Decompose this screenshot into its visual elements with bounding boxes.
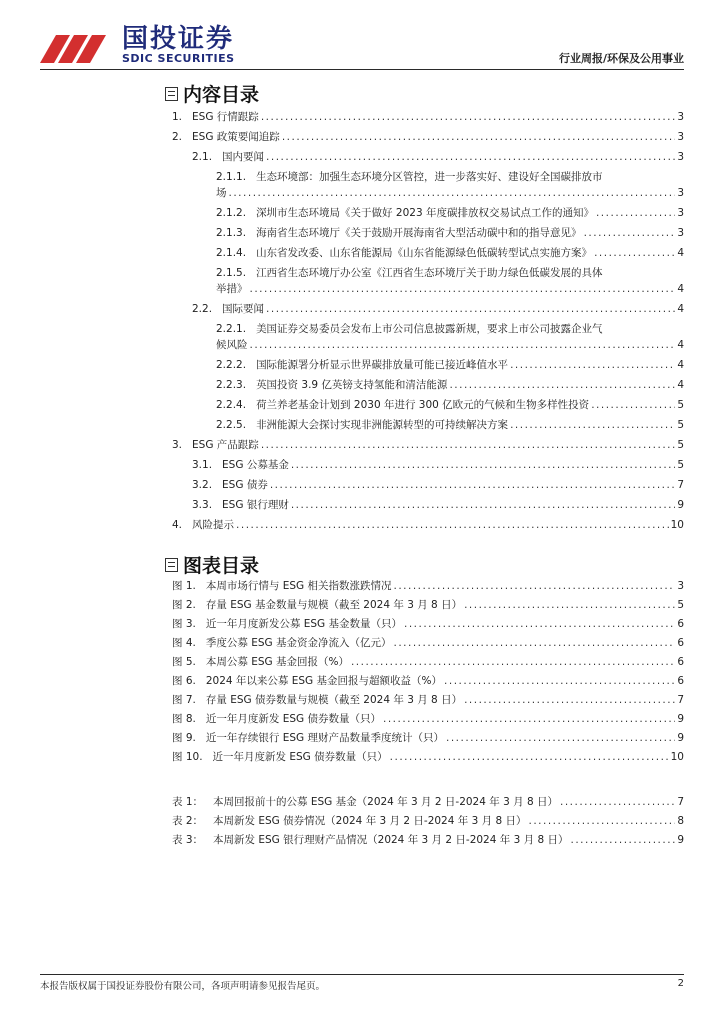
list-icon — [165, 558, 178, 572]
figure-list — [172, 574, 684, 764]
page-number: 2 — [677, 978, 684, 989]
toc-heading — [165, 80, 259, 107]
logo-chinese-name: 国投证券 — [122, 23, 235, 54]
toc-entry[interactable]: 2.1.3. 海南省生态环境厅《关于鼓励开展海南省大型活动碳中和的指导意见》 ..... 3 — [172, 220, 684, 240]
figure-entry[interactable]: 图 7. 存量 ESG 债券数量与规模（截至 2024 年 3 月 8 日） ..... 7 — [172, 688, 684, 707]
toc-entry[interactable]: 2.1.2. 深圳市生态环境局《关于做好 2023 年度碳排放权交易试点工作的通知》 ..... 3 — [172, 200, 684, 220]
figure-entry[interactable]: 图 8. 近一年月度新发 ESG 债券数量（只） ..... 9 — [172, 707, 684, 726]
footer-divider — [40, 974, 684, 975]
figure-entry[interactable]: 图 2. 存量 ESG 基金数量与规模（截至 2024 年 3 月 8 日） ..... 5 — [172, 593, 684, 612]
toc-entry[interactable]: 3.1. ESG 公募基金 ..... 5 — [172, 452, 684, 472]
toc-entry[interactable]: 2.1.1. 生态环境部：加强生态环境分区管控，进一步落实好、建设好全国碳排放市 — [216, 171, 603, 183]
toc-entry[interactable]: 2.2.4. 荷兰养老基金计划到 2030 年进行 300 亿欧元的气候和生物多样性投资 ..... 5 — [172, 392, 684, 412]
toc-entry[interactable]: 2.2.3. 英国投资 3.9 亿英镑支持氢能和清洁能源 ..... 4 — [172, 372, 684, 392]
toc-entry-continuation[interactable]: 场 ..... 3 — [172, 184, 684, 200]
toc-entry[interactable]: 3.2. ESG 债券 ..... 7 — [172, 472, 684, 492]
toc-title: 内容目录 — [183, 84, 260, 106]
table-list — [172, 790, 684, 847]
figure-entry[interactable]: 图 10. 近一年月度新发 ESG 债券数量（只） ..... 10 — [172, 745, 684, 764]
toc-entry[interactable]: 1. ESG 行情跟踪 ..... 3 — [172, 104, 684, 124]
toc-entry[interactable]: 2.1.4. 山东省发改委、山东省能源局《山东省能源绿色低碳转型试点实施方案》 ..... 4 — [172, 240, 684, 260]
header-divider — [40, 69, 684, 70]
company-logo — [40, 24, 235, 66]
toc-entry[interactable]: 3.3. ESG 银行理财 ..... 9 — [172, 492, 684, 512]
report-category: 行业周报/环保及公用事业 — [558, 52, 684, 65]
figure-entry[interactable]: 图 5. 本周公募 ESG 基金回报（%） ..... 6 — [172, 650, 684, 669]
figure-entry[interactable]: 图 9. 近一年存续银行 ESG 理财产品数量季度统计（只） ..... 9 — [172, 726, 684, 745]
figures-title: 图表目录 — [183, 555, 260, 577]
toc-entry[interactable]: 2.2.2. 国际能源署分析显示世界碳排放量可能已接近峰值水平 ..... 4 — [172, 352, 684, 372]
figure-entry[interactable]: 图 1. 本周市场行情与 ESG 相关指数涨跌情况 ..... 3 — [172, 574, 684, 593]
toc-entry[interactable]: 4. 风险提示 ..... 10 — [172, 512, 684, 532]
toc-entry[interactable]: 2.2. 国际要闻 ..... 4 — [172, 296, 684, 316]
footer-disclaimer: 本报告版权属于国投证券股份有限公司，各项声明请参见报告尾页。 — [40, 981, 326, 992]
toc-entry-continuation[interactable]: 候风险 ..... 4 — [172, 336, 684, 352]
table-of-contents — [172, 104, 684, 532]
figure-entry[interactable]: 图 6. 2024 年以来公募 ESG 基金回报与超额收益（%） ..... 6 — [172, 669, 684, 688]
logo-stripes-icon — [40, 25, 116, 65]
figure-entry[interactable]: 图 3. 近一年月度新发公募 ESG 基金数量（只） ..... 6 — [172, 612, 684, 631]
toc-entry[interactable]: 2.1.5. 江西省生态环境厅办公室《江西省生态环境厅关于助力绿色低碳发展的具体 — [216, 267, 603, 279]
toc-entry[interactable]: 2.2.5. 非洲能源大会探讨实现非洲能源转型的可持续解决方案 ..... 5 — [172, 412, 684, 432]
toc-entry[interactable]: 2.2.1. 美国证券交易委员会发布上市公司信息披露新规，要求上市公司披露企业气 — [216, 323, 603, 335]
logo-english-name: SDIC SECURITIES — [122, 51, 235, 65]
toc-entry[interactable]: 3. ESG 产品跟踪 ..... 5 — [172, 432, 684, 452]
table-entry[interactable]: 表 1： 本周回报前十的公募 ESG 基金（2024 年 3 月 2 日-2024 年 3 月 8 日） ..... 7 — [172, 790, 684, 809]
list-icon — [165, 87, 178, 101]
table-entry[interactable]: 表 3： 本周新发 ESG 银行理财产品情况（2024 年 3 月 2 日-2024 年 3 月 8 日） ..... 9 — [172, 828, 684, 847]
toc-entry[interactable]: 2.1. 国内要闻 ..... 3 — [172, 144, 684, 164]
table-entry[interactable]: 表 2： 本周新发 ESG 债券情况（2024 年 3 月 2 日-2024 年 3 月 8 日） ..... 8 — [172, 809, 684, 828]
toc-entry[interactable]: 2. ESG 政策要闻追踪 ..... 3 — [172, 124, 684, 144]
figure-entry[interactable]: 图 4. 季度公募 ESG 基金资金净流入（亿元） ..... 6 — [172, 631, 684, 650]
toc-entry-continuation[interactable]: 举措》 ..... 4 — [172, 280, 684, 296]
page-header — [0, 0, 724, 80]
